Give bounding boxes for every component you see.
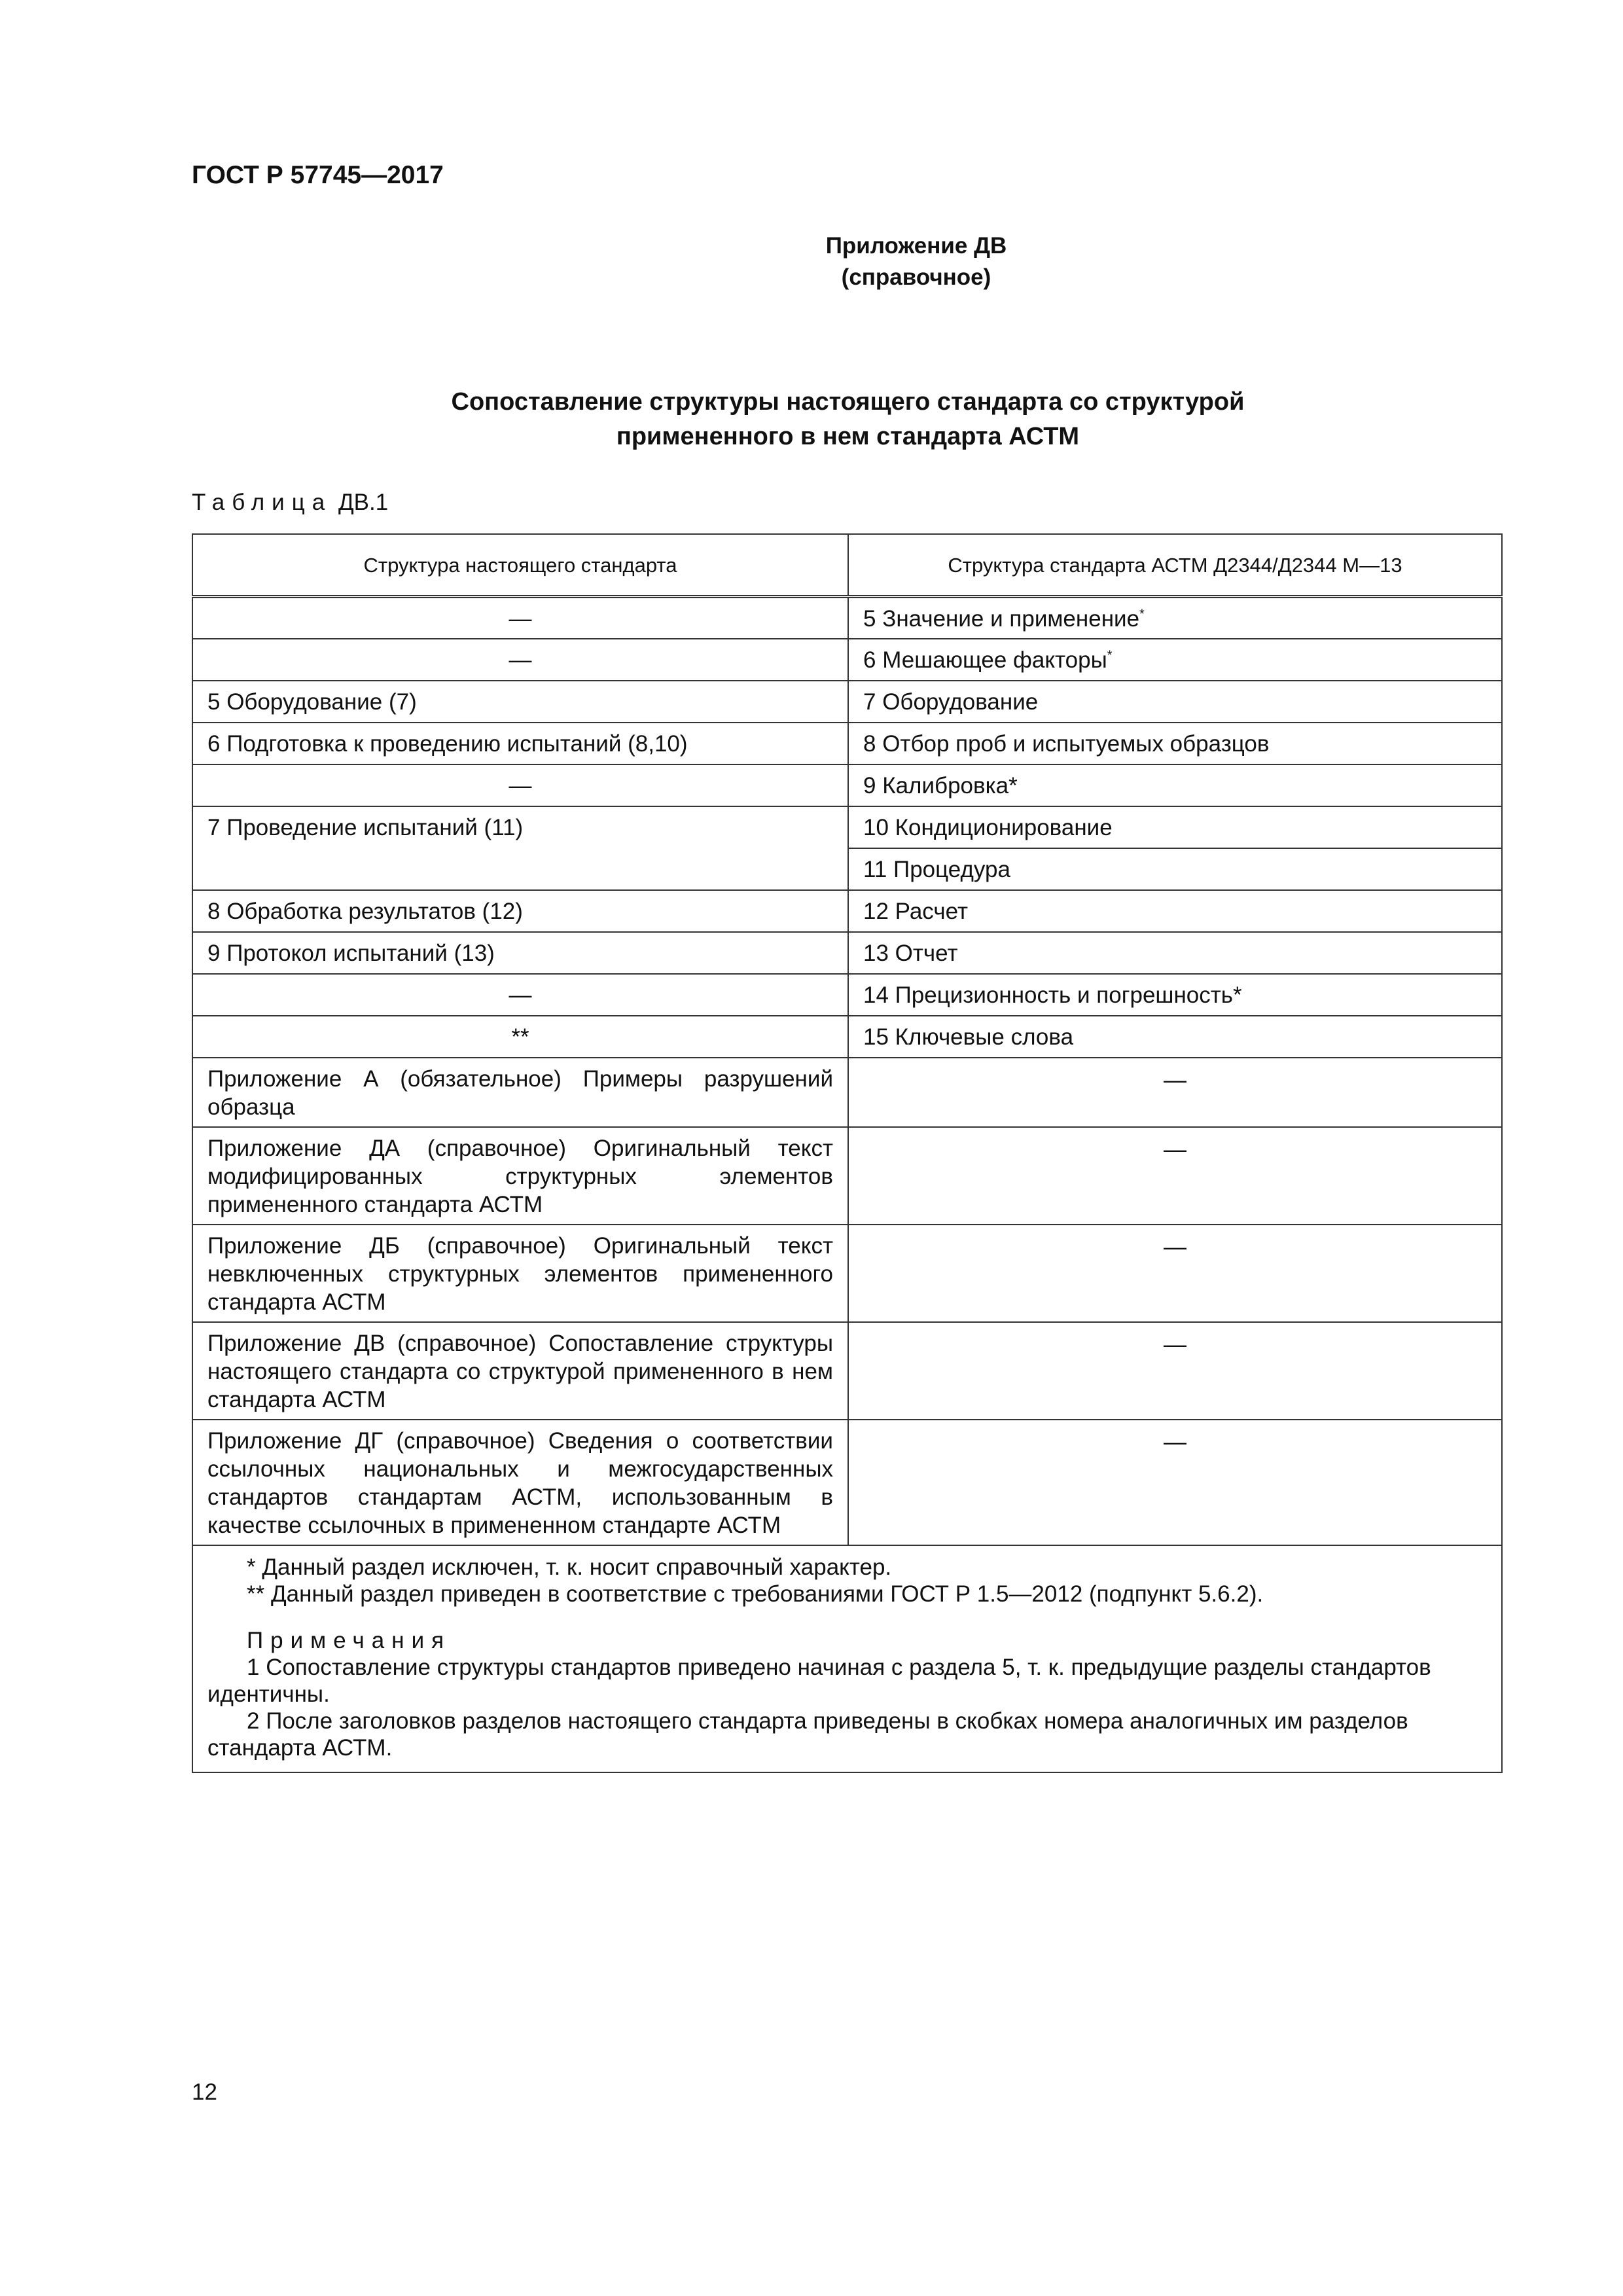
table-row xyxy=(192,806,1502,848)
standard-code: ГОСТ Р 57745—2017 xyxy=(192,161,444,189)
note-1 xyxy=(207,1654,1487,1708)
table-label-word: Таблица xyxy=(192,490,332,515)
table-header-row xyxy=(192,534,1502,597)
table-row xyxy=(192,932,1502,974)
col2-header: Структура стандарта АСТМ Д2344/Д2344 М—13 xyxy=(848,534,1502,597)
row-right-cell: 8 Отбор проб и испытуемых образцов xyxy=(848,723,1502,764)
table-row xyxy=(192,1127,1502,1225)
row-right-cell: 15 Ключевые слова xyxy=(848,1016,1502,1058)
appendix-title-line1: Приложение ДВ xyxy=(825,233,1007,259)
table-row xyxy=(192,1225,1502,1322)
row-left-cell: — xyxy=(192,764,848,806)
table-notes xyxy=(192,1545,1502,1772)
table-row xyxy=(192,1420,1502,1545)
row-left-cell: 8 Обработка результатов (12) xyxy=(192,890,848,932)
row-right-text: 6 Мешающее факторы xyxy=(863,647,1107,673)
footnote-1: * Данный раздел исключен, т. к. носит справочный характер. xyxy=(247,1554,892,1580)
row-left-cell: 7 Проведение испытаний (11) xyxy=(192,806,848,890)
document-title-line2: примененного в нем стандарта АСТМ xyxy=(616,423,1080,450)
row-right-cell: — xyxy=(848,1058,1502,1127)
notes-title: Примечания xyxy=(247,1627,452,1653)
table-row xyxy=(192,1322,1502,1420)
row-left-cell: 5 Оборудование (7) xyxy=(192,681,848,723)
comparison-table xyxy=(192,533,1503,1773)
row-right-cell: — xyxy=(848,1322,1502,1420)
row-right-cell: — xyxy=(848,1420,1502,1545)
row-left-cell: Приложение ДБ (справочное) Оригинальный текст невключенных структурных элементов примененного стандарта АСТМ xyxy=(192,1225,848,1322)
row-left-cell: — xyxy=(192,639,848,681)
table-row xyxy=(192,597,1502,639)
row-left-cell: 9 Протокол испытаний (13) xyxy=(192,932,848,974)
row-right-cell: 9 Калибровка* xyxy=(848,764,1502,806)
row-right-cell: — xyxy=(848,1225,1502,1322)
row-left-cell: — xyxy=(192,974,848,1016)
row-left-cell: — xyxy=(192,597,848,639)
row-left-cell: 6 Подготовка к проведению испытаний (8,10) xyxy=(192,723,848,764)
footnote-2: ** Данный раздел приведен в соответствие с требованиями ГОСТ Р 1.5—2012 (подпункт 5.6.2). xyxy=(247,1581,1264,1607)
row-left-cell: Приложение ДВ (справочное) Сопоставление структуры настоящего стандарта со структурой примененного в нем стандарта АСТМ xyxy=(192,1322,848,1420)
table-row xyxy=(192,764,1502,806)
table-row xyxy=(192,723,1502,764)
row-right-cell: 10 Кондиционирование xyxy=(848,806,1502,848)
row-right-cell: 12 Расчет xyxy=(848,890,1502,932)
row-right-cell: 11 Процедура xyxy=(848,848,1502,890)
table-row xyxy=(192,1016,1502,1058)
footnote-mark: * xyxy=(1107,647,1113,662)
page-number: 12 xyxy=(192,2079,217,2105)
note-1-text: 1 Сопоставление структуры стандартов приведено начиная с раздела 5, т. к. предыдущие разделы стандартов идентичны. xyxy=(207,1654,1431,1707)
document-title xyxy=(192,385,1504,454)
table-label xyxy=(192,490,388,516)
note-2-text: 2 После заголовков разделов настоящего стандарта приведены в скобках номера аналогичных им разделов стандарта АСТМ. xyxy=(207,1708,1408,1761)
row-right-cell xyxy=(848,639,1502,681)
note-2 xyxy=(207,1708,1487,1761)
row-left-cell: Приложение ДА (справочное) Оригинальный текст модифицированных структурных элементов примененного стандарта АСТМ xyxy=(192,1127,848,1225)
table-row xyxy=(192,639,1502,681)
row-left-cell: ** xyxy=(192,1016,848,1058)
footnote-mark: * xyxy=(1139,607,1145,622)
table-label-number: ДВ.1 xyxy=(338,490,389,515)
row-right-text: 5 Значение и применение xyxy=(863,606,1140,632)
row-right-cell: — xyxy=(848,1127,1502,1225)
row-left-cell: Приложение ДГ (справочное) Сведения о соответствии ссылочных национальных и межгосударственных стандартов стандартам АСТМ, использованным в качестве ссылочных в примененном стандарте АСТМ xyxy=(192,1420,848,1545)
row-right-cell: 14 Прецизионность и погрешность* xyxy=(848,974,1502,1016)
row-right-cell: 7 Оборудование xyxy=(848,681,1502,723)
row-right-cell: 13 Отчет xyxy=(848,932,1502,974)
document-title-line1: Сопоставление структуры настоящего стандарта со структурой xyxy=(451,388,1245,416)
row-left-cell: Приложение А (обязательное) Примеры разрушений образца xyxy=(192,1058,848,1127)
table-notes-row xyxy=(192,1545,1502,1772)
row-right-cell xyxy=(848,597,1502,639)
appendix-title-line2: (справочное) xyxy=(841,264,991,290)
table-row xyxy=(192,681,1502,723)
table-row xyxy=(192,890,1502,932)
appendix-title xyxy=(0,230,1623,293)
table-row xyxy=(192,1058,1502,1127)
table-row xyxy=(192,974,1502,1016)
col1-header: Структура настоящего стандарта xyxy=(192,534,848,597)
